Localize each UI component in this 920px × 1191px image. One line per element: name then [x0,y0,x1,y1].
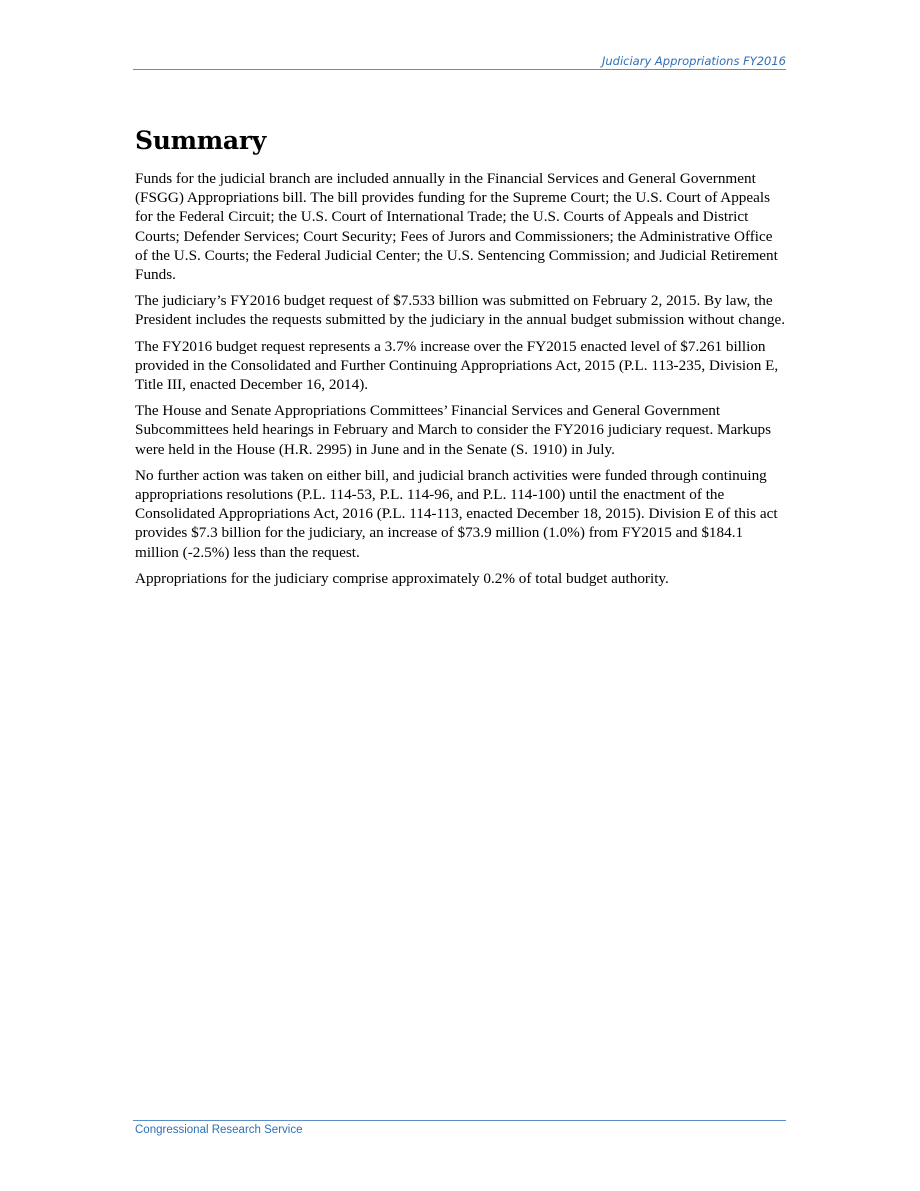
summary-paragraph-6: Appropriations for the judiciary comprise approximately 0.2% of total budget authority. [135,569,669,587]
running-footer-publisher: Congressional Research Service [135,1124,303,1136]
summary-paragraph-4: The House and Senate Appropriations Committees’ Financial Services and General Government Subcommittees held hearings in February and March to consider the FY2016 judiciary request. Markups were held in the House (H.R. 2995) in June and in the Senate (S. 1910) in July. [135,402,772,458]
summary-paragraph-3: The FY2016 budget request represents a 3.7% increase over the FY2015 enacted level of $7.261 billion provided in the Consolidated and Further Continuing Appropriations Act, 2015 (P.L. 113-235, Division E, Title III, enacted December 16, 2014). [135,337,779,394]
summary-paragraph-2: The judiciary’s FY2016 budget request of $7.533 billion was submitted on February 2, 2015. By law, the President includes the requests submitted by the judiciary in the annual budget submission without change. [135,292,785,329]
summary-section [135,124,785,595]
summary-paragraph-5: No further action was taken on either bill, and judicial branch activities were funded through continuing appropriations resolutions (P.L. 114-53, P.L. 114-96, and P.L. 114-100) until the enactment of the Consolidated Appropriations Act, 2016 (P.L. 114-113, enacted December 18, 2015). Division E of this act provides $7.3 billion for the judiciary, an increase of $73.9 million (1.0%) from FY2015 and $184.1 million (-2.5%) less than the request. [135,466,778,561]
header-divider [133,69,786,70]
footer-divider [133,1120,786,1121]
section-title: Summary [135,126,266,155]
running-header-title: Judiciary Appropriations FY2016 [601,54,786,68]
summary-paragraph-1: Funds for the judicial branch are included annually in the Financial Services and General Government (FSGG) Appropriations bill. The bill provides funding for the Supreme Court; the U.S. Court of Appeals for the Federal Circuit; the U.S. Court of International Trade; the U.S. Courts of Appeals and District Courts; Defender Services; Court Security; Fees of Jurors and Commissioners; the Administrative Office of the U.S. Courts; the Federal Judicial Center; the U.S. Sentencing Commission; and Judicial Retirement Funds. [135,170,778,284]
